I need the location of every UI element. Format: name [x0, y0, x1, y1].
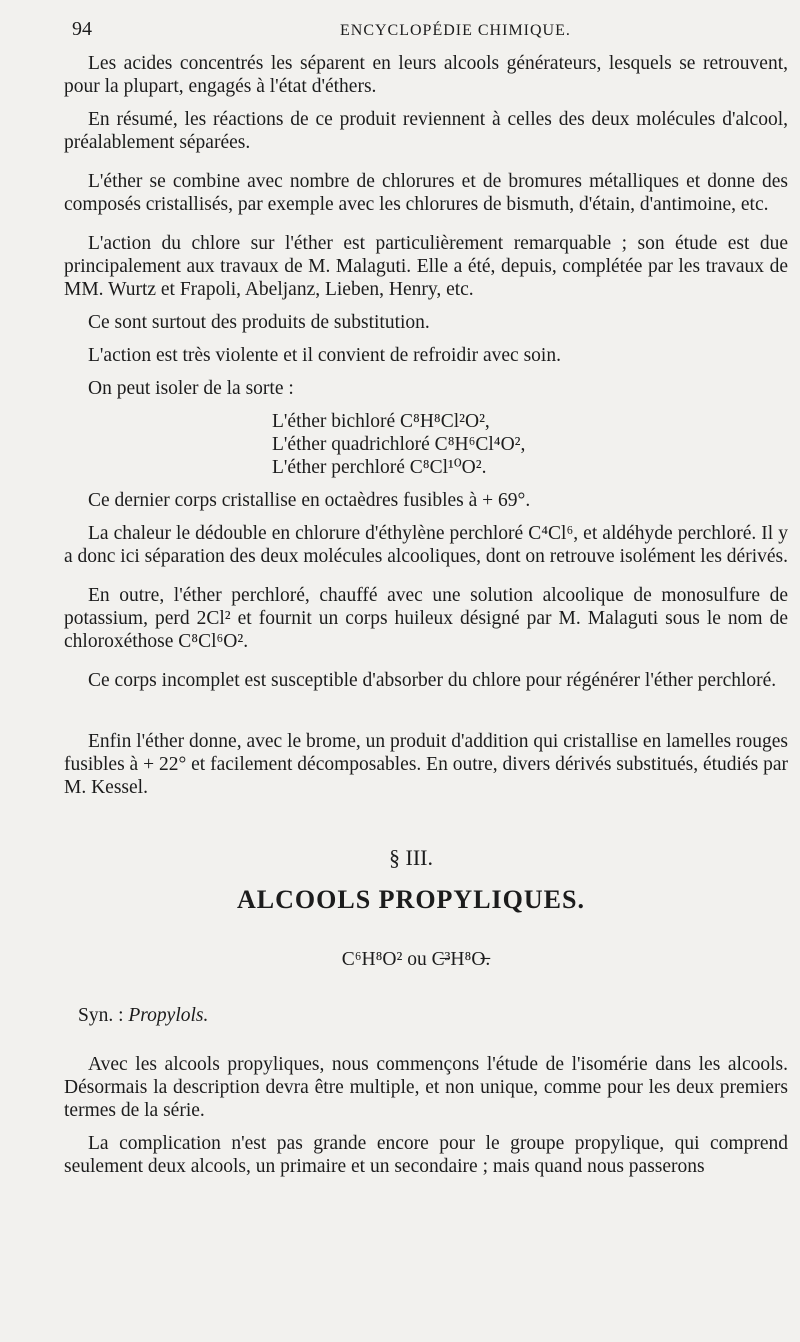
synonym-line — [64, 1005, 788, 1027]
synonym-label: Syn. : — [78, 1005, 124, 1026]
paragraph: La complication n'est pas grande encore pour le groupe propylique, qui comprend seulement deux alcools, un primaire et un secondaire ; mais quand nous passerons — [64, 1133, 788, 1177]
section-formula: C⁶H⁸O² ou C̶³H⁸O̶. — [341, 949, 491, 970]
paragraph: Enfin l'éther donne, avec le brome, un produit d'addition qui cristallise en lamelles rouges fusibles à + 22° et facilement décomposables. En outre, divers dérivés substitués, étudiés par M. Kessel. — [64, 731, 788, 798]
section-mark: § III. — [389, 845, 433, 870]
paragraph: L'action du chlore sur l'éther est particulièrement remarquable ; son étude est due principalement aux travaux de M. Malaguti. Elle a été, depuis, complétée par les travaux de MM. Wurtz et Frapoli, Abeljanz, Lieben, Henry, etc. — [64, 233, 788, 300]
paragraph: Avec les alcools propyliques, nous commençons l'étude de l'isomérie dans les alcools. Désormais la description devra être multiple, et non unique, comme pour les deux premiers termes de la série. — [64, 1054, 788, 1121]
section-title: ALCOOLS PROPYLIQUES. — [237, 885, 585, 914]
paragraph: En résumé, les réactions de ce produit reviennent à celles des deux molécules d'alcool, préalablement séparées. — [64, 109, 788, 153]
running-title: ENCYCLOPÉDIE CHIMIQUE. — [340, 22, 571, 39]
formula-line: L'éther perchloré C⁸Cl¹⁰O². — [272, 457, 487, 478]
body-text — [64, 52, 788, 1178]
formula-line: L'éther bichloré C⁸H⁸Cl²O², — [272, 411, 490, 432]
paragraph: Ce dernier corps cristallise en octaèdres fusibles à + 69°. — [88, 490, 531, 511]
paragraph: On peut isoler de la sorte : — [88, 378, 294, 399]
paragraph: Ce corps incomplet est susceptible d'absorber du chlore pour régénérer l'éther perchloré. — [88, 670, 777, 691]
paragraph: Ce sont surtout des produits de substitution. — [88, 312, 430, 333]
formula-line: L'éther quadrichloré C⁸H⁶Cl⁴O², — [272, 434, 526, 455]
paragraph: L'action est très violente et il convient de refroidir avec soin. — [88, 345, 561, 366]
paragraph: La chaleur le dédouble en chlorure d'éthylène perchloré C⁴Cl⁶, et aldéhyde perchloré. Il y a donc ici séparation des deux molécules alcooliques, dont on retrouve isolément les dérivés. — [64, 523, 788, 567]
synonym-value: Propylols. — [128, 1005, 209, 1026]
paragraph: L'éther se combine avec nombre de chlorures et de bromures métalliques et donne des composés cristallisés, par exemple avec les chlorures de bismuth, d'étain, d'antimoine, etc. — [64, 171, 788, 215]
page-number: 94 — [72, 18, 92, 40]
page-header — [0, 18, 800, 48]
paragraph: Les acides concentrés les séparent en leurs alcools générateurs, lesquels se retrouvent, pour la plupart, engagés à l'état d'éthers. — [64, 53, 788, 97]
paragraph: En outre, l'éther perchloré, chauffé avec une solution alcoolique de monosulfure de potassium, perd 2Cl² et fournit un corps huileux désigné par M. Malaguti sous le nom de chloroxéthose C⁸Cl⁶O². — [64, 585, 788, 652]
